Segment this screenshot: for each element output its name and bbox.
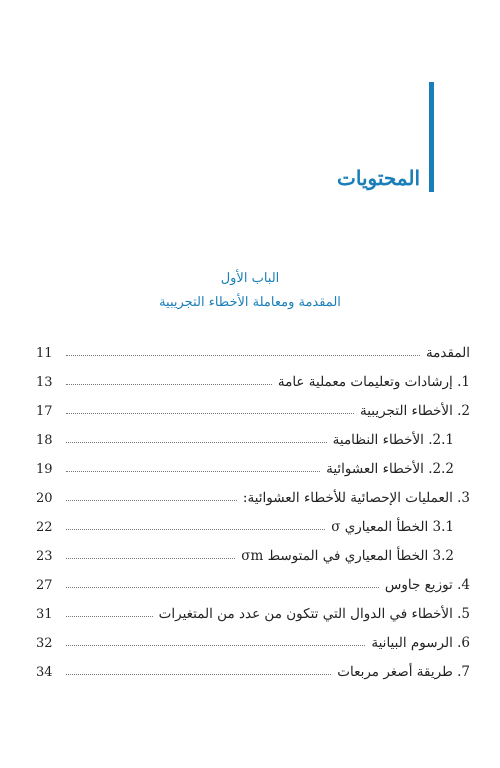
dot-leader [66,673,331,675]
toc-row[interactable] [36,535,470,564]
toc-row[interactable] [36,593,470,622]
toc-row[interactable] [36,477,470,506]
part-title: الباب الأول [220,271,280,286]
toc-entry-label: 7. طريقة أصغر مربعات [337,664,470,680]
dot-leader [66,615,153,617]
toc-row[interactable] [36,332,470,361]
table-of-contents [36,332,470,680]
toc-entry-label: 6. الرسوم البيانية [371,635,470,651]
toc-page-number: 18 [36,433,53,448]
toc-row[interactable] [36,361,470,390]
toc-entry-label: المقدمة [425,345,470,361]
toc-entry-label: 5. الأخطاء في الدوال التي تتكون من عدد من المتغيرات [158,606,470,622]
dot-leader [66,412,354,414]
toc-page-number: 32 [36,636,53,651]
toc-row[interactable] [36,448,470,477]
dot-leader [66,470,320,472]
toc-page-number: 19 [36,462,53,477]
toc-entry-label: 4. توزيع جاوس [384,577,470,593]
toc-row[interactable] [36,622,470,651]
toc-page-number: 11 [36,346,53,361]
toc-row[interactable] [36,390,470,419]
toc-row[interactable] [36,564,470,593]
dot-leader [66,644,365,646]
page-title: المحتويات [337,166,420,190]
dot-leader [66,557,235,559]
toc-row[interactable] [36,651,470,680]
toc-entry-label: 3.1 الخطأ المعياري σ [331,519,454,535]
toc-row[interactable] [36,506,470,535]
toc-entry-label: 2. الأخطاء التجريبية [359,403,470,419]
toc-page-number: 34 [36,665,53,680]
dot-leader [66,383,272,385]
part-subtitle: المقدمة ومعاملة الأخطاء التجريبية [159,295,341,310]
toc-page-number: 20 [36,491,53,506]
decorative-vertical-bar [429,82,434,192]
toc-row[interactable] [36,419,470,448]
dot-leader [66,441,327,443]
toc-page-number: 22 [36,520,53,535]
toc-page-number: 23 [36,549,53,564]
toc-page-number: 13 [36,375,53,390]
toc-page-number: 17 [36,404,53,419]
toc-page-number: 27 [36,578,53,593]
dot-leader [66,354,420,356]
toc-entry-label: 2.2. الأخطاء العشوائية [326,461,454,477]
toc-entry-label: 3. العمليات الإحصائية للأخطاء العشوائية: [242,490,470,506]
dot-leader [66,499,237,501]
toc-entry-label: 3.2 الخطأ المعياري في المتوسط σm [241,548,454,564]
toc-entry-label: 2.1. الأخطاء النظامية [332,432,454,448]
dot-leader [66,528,325,530]
toc-page-number: 31 [36,607,53,622]
dot-leader [66,586,379,588]
toc-entry-label: 1. إرشادات وتعليمات معملية عامة [277,374,470,390]
